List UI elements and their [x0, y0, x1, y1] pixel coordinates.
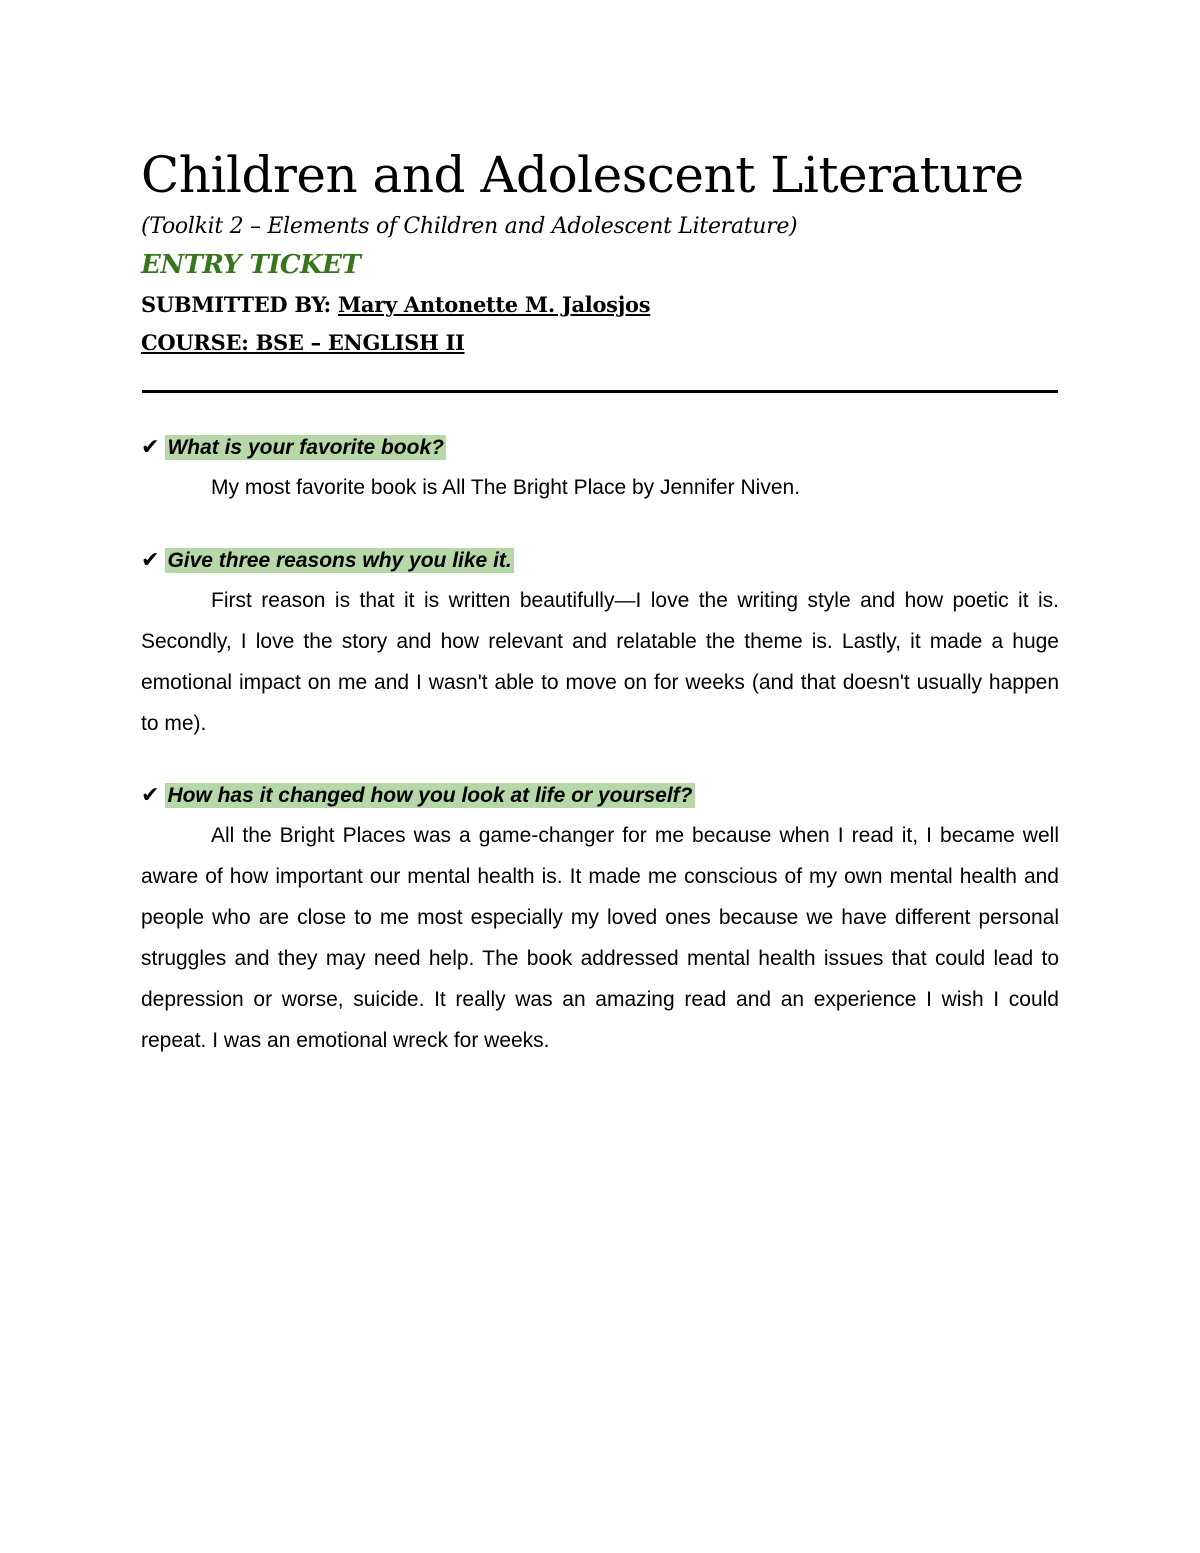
checkmark-icon: ✔ [141, 435, 160, 460]
course-line [141, 324, 1059, 362]
document-subtitle: (Toolkit 2 – Elements of Children and Adolescent Literature) [141, 214, 798, 239]
answer-2: First reason is that it is written beautifully—I love the writing style and how poetic it is. Secondly, I love the story and how relevant and relatable the theme is. Lastly, it made a huge emotional impact on me and I wasn't able to move on for weeks (and that doesn't usually happen to me). [141, 589, 1059, 735]
submitted-by-value: Mary Antonette M. Jalosjos [337, 292, 651, 317]
document-page [141, 140, 1059, 1061]
answer-1: My most favorite book is All The Bright Place by Jennifer Niven. [211, 476, 801, 499]
entry-ticket-heading: ENTRY TICKET [141, 250, 361, 280]
submitted-by-line [141, 286, 1059, 324]
answer-3: All the Bright Places was a game-changer for me because when I read it, I became well aware of how important our mental health is. It made me conscious of my own mental health and people who are close to me most especially my loved ones because we have different personal struggles and they may need help. The book addressed mental health issues that could lead to depression or worse, suicide. It really was an amazing read and an experience I wish I could repeat. I was an emotional wreck for weeks. [141, 824, 1059, 1052]
question-2 [141, 546, 1059, 576]
divider-rule [142, 390, 1058, 393]
question-1 [141, 433, 1059, 463]
question-1-text: What is your favorite book? [167, 436, 444, 459]
question-3 [141, 781, 1059, 811]
submitted-by-label: SUBMITTED BY: [141, 292, 338, 317]
document-title: Children and Adolescent Literature [141, 146, 1024, 204]
checkmark-icon: ✔ [141, 548, 160, 573]
course-value: COURSE: BSE – ENGLISH II [141, 330, 465, 355]
question-3-text: How has it changed how you look at life or yourself? [167, 784, 693, 807]
checkmark-icon: ✔ [141, 783, 160, 808]
question-2-text: Give three reasons why you like it. [167, 549, 512, 572]
